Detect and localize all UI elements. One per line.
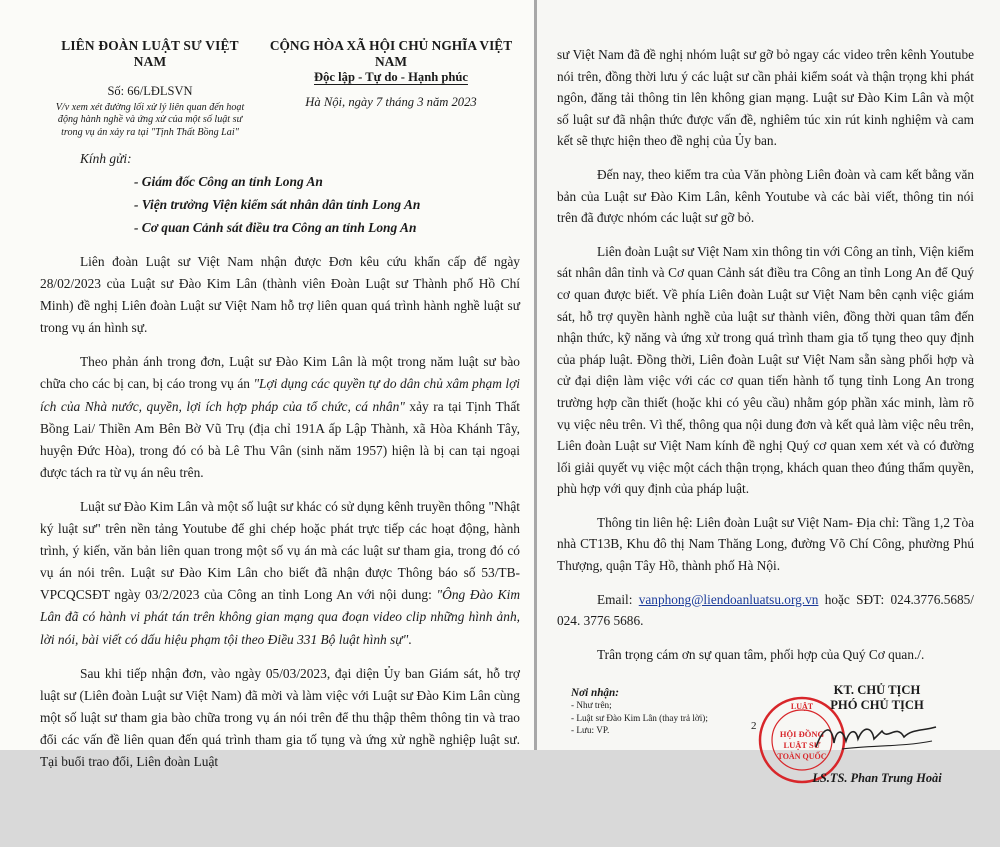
page-right	[537, 0, 1000, 786]
recipient-list	[134, 170, 520, 239]
document-number: Số: 66/LĐLSVN	[107, 84, 193, 98]
signer-role: PHÓ CHỦ TỊCH	[830, 698, 924, 713]
seal-text: TOÀN QUỐC	[777, 752, 827, 762]
body-paragraph-6: Đến nay, theo kiểm tra của Văn phòng Liên đoàn và cam kết bằng văn bản của Luật sư Đào Kim Lân, kênh Youtube và các bài viết, thông tin nói trên đã được nhóm các luật sư gỡ bỏ.	[557, 166, 974, 226]
recipients-note-item: - Lưu: VP.	[571, 725, 610, 736]
recipient-item: - Cơ quan Cảnh sát điều tra Công an tỉnh Long An	[134, 220, 417, 235]
paragraph-text: .	[408, 631, 412, 647]
greeting: Kính gửi:	[80, 151, 132, 166]
signature-area	[557, 677, 974, 847]
recipients-note-item: - Luật sư Đào Kim Lân (thay trả lời);	[571, 712, 708, 723]
seal-text: LUẬT	[790, 702, 814, 712]
paragraph-text: xảy ra tại Tịnh Thất Bồng Lai/ Thiền Am Bên Bờ Vũ Trụ (địa chỉ 191A ấp Lập Thành, xã Hòa Khánh Tây, huyện Đức Hòa), trong đó có bà Lê Thu Vân (sinh năm 1957) hiện là bị can tại ngoại được tách ra từ vụ án nêu trên.	[40, 398, 520, 480]
document-subject: V/v xem xét đường lối xử lý liên quan đến hoạt động hành nghề và ứng xử của một số luật sư trong vụ án xảy ra tại "Tịnh Thất Bồng Lai"	[55, 102, 245, 138]
paragraph-text: Luật sư Đào Kim Lân và một số luật sư khác có sử dụng kênh truyền thông "Nhật ký luật sư" trên nền tảng Youtube để ghi chép hoặc phát trực tiếp các hoạt động, hành trình, ý kiến, văn bản liên quan trong một số vụ án mà các luật sư tham gia, trong đó có vụ án nói trên. Luật sư Đào Kim Lân cho biết đã nhận được Thông báo số 53/TB-VPCQCSĐT ngày 03/2/2023 của Công an tỉnh Long An với nội dung:	[40, 498, 520, 603]
page-number: 2	[751, 720, 757, 732]
page-left	[0, 0, 534, 769]
seal-text: LUẬT SƯ	[783, 740, 821, 751]
issuing-org-block	[46, 38, 254, 139]
signer-role: KT. CHỦ TỊCH	[833, 683, 921, 698]
paragraph-text: Theo phản ánh trong đơn, Luật sư Đào Kim Lân là một trong năm luật sư bào chữa cho các bị can, bị cáo trong vụ án	[40, 354, 520, 392]
recipients-note	[571, 687, 771, 737]
body-paragraph-4: Sau khi tiếp nhận đơn, vào ngày 05/03/2023, đại diện Ủy ban Giám sát, hỗ trợ luật sư (Liên đoàn Luật sư Việt Nam) đã mời và làm việc với Luật sư Đào Kim Lân cùng một số luật sư tham gia bào chữa trong vụ án nói trên để thu thập thêm thông tin và trao đổi các vấn đề liên quan đến quá trình tham gia tố tụng và ứng xử nghề nghiệp luật sư. Tại buổi trao đổi, Liên đoàn Luật	[40, 665, 520, 769]
handwritten-signature-icon	[812, 717, 942, 757]
body-paragraph-2	[40, 351, 520, 484]
recipient-item: - Viện trưởng Viện kiểm sát nhân dân tỉnh Long An	[134, 197, 421, 212]
document-date: Hà Nội, ngày 7 tháng 3 năm 2023	[305, 95, 477, 109]
document-header	[40, 0, 520, 148]
recipient-item: - Giám đốc Công an tỉnh Long An	[134, 174, 323, 189]
seal-text: HỘI ĐỒNG	[779, 729, 825, 740]
nation-motto: Độc lập - Tự do - Hạnh phúc	[314, 70, 468, 84]
email-link[interactable]: vanphong@liendoanluatsu.org.vn	[638, 591, 819, 607]
org-name: LIÊN ĐOÀN LUẬT SƯ VIỆT NAM	[61, 38, 239, 69]
body-paragraph-1: Liên đoàn Luật sư Việt Nam nhận được Đơn kêu cứu khẩn cấp để ngày 28/02/2023 của Luật sư Đào Kim Lân (thành viên Đoàn Luật sư Thành phố Hồ Chí Minh) đề nghị Liên đoàn Luật sư Việt Nam hỗ trợ liên quan quá trình hành nghề luật sư trong vụ án hình sự.	[40, 254, 520, 336]
recipients-note-title: Nơi nhận:	[571, 687, 619, 700]
signer-name: LS.TS. Phan Trung Hoài	[812, 771, 942, 786]
email-label: Email:	[597, 591, 639, 607]
body-paragraph-3	[40, 496, 520, 651]
nation-name: CỘNG HÒA XÃ HỘI CHỦ NGHĨA VIỆT NAM	[269, 38, 513, 69]
body-paragraph-5: sư Việt Nam đã đề nghị nhóm luật sư gỡ bỏ ngay các video trên kênh Youtube nói trên, đồng thời lưu ý các luật sư cần phải kiểm soát và thận trọng khi phát ngôn, đăng tải thông tin lên không gian mạng. Luật sư Đào Kim Lân và một số luật sư đã nhận thức được vấn đề, nghiêm túc xin rút kinh nghiệm và cam kết sẽ thực hiện theo đề nghị của Ủy ban.	[557, 47, 974, 149]
body-paragraph-7: Liên đoàn Luật sư Việt Nam xin thông tin với Công an tỉnh, Viện kiểm sát nhân dân tỉnh và Cơ quan Cảnh sát điều tra Công an tỉnh Long An để Quý cơ quan được biết. Về phía Liên đoàn Luật sư Việt Nam bên cạnh việc giám sát, hỗ trợ quyền hành nghề của luật sư thành viên, đồng thời quan tâm đến nhận thức, kỹ năng và ứng xử trong quá trình tham gia tố tụng theo quy định của pháp luật. Đồng thời, Liên đoàn Luật sư Việt Nam sẵn sàng phối hợp và cử đại diện làm việc với các cơ quan tiến hành tố tụng tỉnh Long An trong trường hợp cần thiết (hoặc khi có yêu cầu) nhằm góp phần xác minh, làm rõ vụ việc nêu trên. Vì thế, thông qua nội dung đơn và kết quả làm việc nêu trên, Liên đoàn Luật sư Việt Nam kính đề nghị Quý cơ quan xem xét và có đường lối giải quyết vụ việc một cách thận trọng, khách quan theo đúng thẩm quyền, phù hợp với quy định của pháp luật.	[557, 243, 974, 497]
recipients-note-item: - Như trên;	[571, 700, 612, 711]
contact-paragraph: Thông tin liên hệ: Liên đoàn Luật sư Việt Nam- Địa chỉ: Tầng 1,2 Tòa nhà CT13B, Khu đô thị Nam Thăng Long, đường Võ Chí Công, phường Phú Thượng, quận Tây Hồ, thành phố Hà Nội.	[557, 514, 974, 574]
notice-quote: "Ông Đào Kim Lân đã có hành vi phát tán trên không gian mạng qua đoạn video clip những hình ảnh, lời nói, bài viết có dấu hiệu phạm tội theo Điều 331 Bộ luật hình sự"	[40, 587, 520, 647]
national-heading	[256, 38, 526, 110]
closing-line: Trân trọng cám ơn sự quan tâm, phối hợp của Quý Cơ quan./.	[597, 646, 925, 662]
top-margin	[557, 0, 974, 44]
case-name-quote: "Lợi dụng các quyền tự do dân chủ xâm phạm lợi ích của Nhà nước, quyền, lợi ích hợp pháp của tổ chức, cá nhân"	[40, 376, 520, 414]
email-phone-line	[557, 589, 974, 632]
phone-text: hoặc SĐT: 024.3776.5685/ 024. 3776 5686.	[557, 591, 975, 629]
